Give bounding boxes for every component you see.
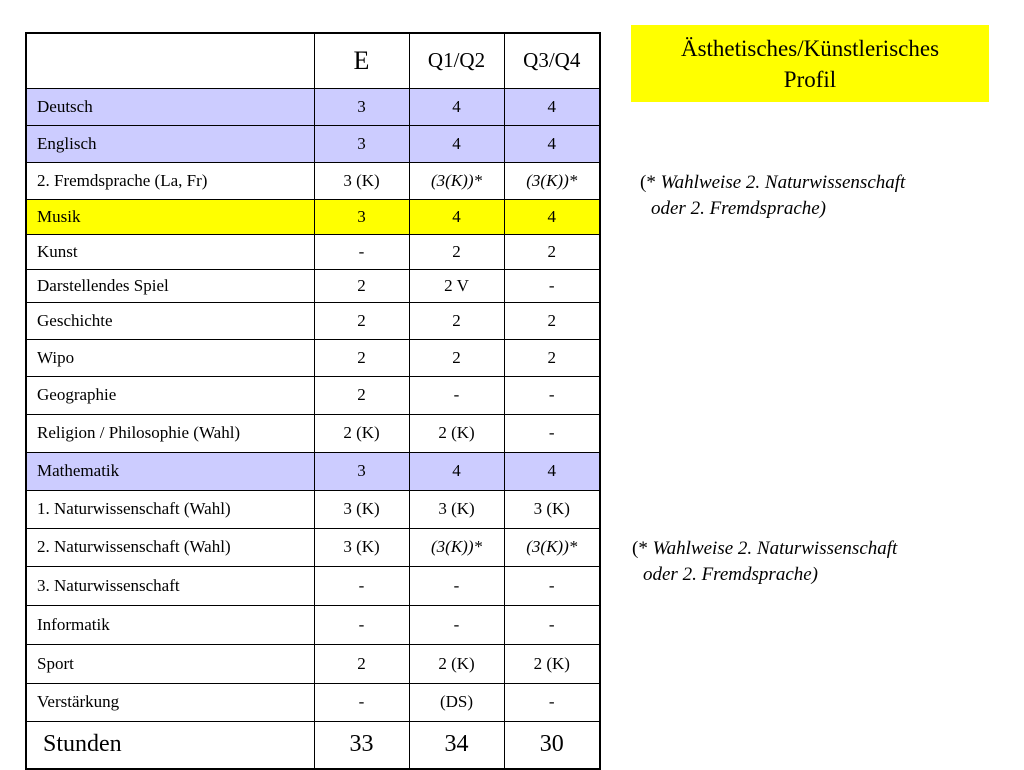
e-value-cell: 3 (K): [314, 490, 409, 528]
e-value-cell: 2: [314, 644, 409, 683]
subject-cell: Darstellendes Spiel: [26, 269, 314, 302]
subject-cell: Geschichte: [26, 302, 314, 339]
table-row: [26, 644, 600, 683]
e-value-cell: 3: [314, 452, 409, 490]
table-row: [26, 528, 600, 566]
footnote-lower: [632, 536, 897, 588]
q1q2-value-cell: 4: [409, 125, 504, 162]
subject-cell: Mathematik: [26, 452, 314, 490]
subject-cell: Sport: [26, 644, 314, 683]
q3q4-value-cell: (3(K))*: [504, 162, 600, 199]
subject-cell: Kunst: [26, 234, 314, 269]
q3q4-value-cell: -: [504, 683, 600, 721]
e-value-cell: 3: [314, 125, 409, 162]
table-row: [26, 683, 600, 721]
table-row: [26, 414, 600, 452]
table-row: [26, 605, 600, 644]
profile-title-line2: Profil: [783, 66, 837, 92]
profile-title-box: [631, 25, 989, 102]
q1q2-value-cell: (3(K))*: [409, 162, 504, 199]
subject-cell: 2. Fremdsprache (La, Fr): [26, 162, 314, 199]
q1q2-value-cell: (3(K))*: [409, 528, 504, 566]
e-value-cell: 3 (K): [314, 162, 409, 199]
q1q2-value-cell: 4: [409, 199, 504, 234]
subject-cell: Musik: [26, 199, 314, 234]
table-header-row: [26, 33, 600, 88]
total-q3q4-cell: 30: [504, 721, 600, 769]
subject-cell: Informatik: [26, 605, 314, 644]
q1q2-value-cell: 4: [409, 88, 504, 125]
q3q4-value-cell: 4: [504, 125, 600, 162]
q1q2-value-cell: -: [409, 566, 504, 605]
q3q4-value-cell: -: [504, 269, 600, 302]
footnote-open: (*: [640, 172, 656, 193]
table-row: [26, 566, 600, 605]
e-value-cell: -: [314, 566, 409, 605]
q1q2-value-cell: 2: [409, 339, 504, 376]
q3q4-value-cell: 2: [504, 302, 600, 339]
table-row: [26, 88, 600, 125]
table-row: [26, 269, 600, 302]
subject-cell: 2. Naturwissenschaft (Wahl): [26, 528, 314, 566]
header-q3q4-cell: Q3/Q4: [504, 33, 600, 88]
footnote-line2: oder 2. Fremdsprache): [651, 198, 827, 219]
q3q4-value-cell: 2: [504, 234, 600, 269]
header-subject-cell: [26, 33, 314, 88]
total-label-cell: Stunden: [26, 721, 314, 769]
footnote-line1: Wahlweise 2. Naturwissenschaft: [655, 172, 906, 193]
q1q2-value-cell: 3 (K): [409, 490, 504, 528]
header-e-cell: E: [314, 33, 409, 88]
q1q2-value-cell: -: [409, 605, 504, 644]
total-e-cell: 33: [314, 721, 409, 769]
profile-title-line1: Ästhetisches/Künstlerisches: [680, 35, 940, 61]
total-row: [26, 721, 600, 769]
e-value-cell: 2: [314, 339, 409, 376]
q3q4-value-cell: 3 (K): [504, 490, 600, 528]
q1q2-value-cell: 2: [409, 302, 504, 339]
subject-cell: 1. Naturwissenschaft (Wahl): [26, 490, 314, 528]
q3q4-value-cell: -: [504, 376, 600, 414]
footnote-upper: [640, 170, 905, 222]
e-value-cell: -: [314, 683, 409, 721]
subject-cell: Deutsch: [26, 88, 314, 125]
header-q1q2-cell: Q1/Q2: [409, 33, 504, 88]
subject-cell: Geographie: [26, 376, 314, 414]
table-row: [26, 234, 600, 269]
q3q4-value-cell: 4: [504, 88, 600, 125]
footnote-line2: oder 2. Fremdsprache): [643, 564, 819, 585]
e-value-cell: 2: [314, 302, 409, 339]
e-value-cell: 3: [314, 199, 409, 234]
subject-cell: Wipo: [26, 339, 314, 376]
e-value-cell: 3: [314, 88, 409, 125]
q3q4-value-cell: (3(K))*: [504, 528, 600, 566]
q1q2-value-cell: 4: [409, 452, 504, 490]
q3q4-value-cell: -: [504, 605, 600, 644]
footnote-open: (*: [632, 538, 648, 559]
table-row: [26, 199, 600, 234]
table-row: [26, 339, 600, 376]
q3q4-value-cell: 4: [504, 199, 600, 234]
q3q4-value-cell: -: [504, 566, 600, 605]
q1q2-value-cell: 2 (K): [409, 414, 504, 452]
e-value-cell: 2: [314, 269, 409, 302]
subject-cell: 3. Naturwissenschaft: [26, 566, 314, 605]
q1q2-value-cell: 2 (K): [409, 644, 504, 683]
q3q4-value-cell: 4: [504, 452, 600, 490]
subject-cell: Religion / Philosophie (Wahl): [26, 414, 314, 452]
total-q1q2-cell: 34: [409, 721, 504, 769]
q1q2-value-cell: (DS): [409, 683, 504, 721]
q3q4-value-cell: -: [504, 414, 600, 452]
e-value-cell: -: [314, 234, 409, 269]
e-value-cell: 3 (K): [314, 528, 409, 566]
subject-cell: Verstärkung: [26, 683, 314, 721]
e-value-cell: 2 (K): [314, 414, 409, 452]
e-value-cell: -: [314, 605, 409, 644]
table-row: [26, 162, 600, 199]
table-row: [26, 302, 600, 339]
subject-cell: Englisch: [26, 125, 314, 162]
q3q4-value-cell: 2 (K): [504, 644, 600, 683]
table-row: [26, 452, 600, 490]
table-row: [26, 376, 600, 414]
q1q2-value-cell: -: [409, 376, 504, 414]
e-value-cell: 2: [314, 376, 409, 414]
footnote-line1: Wahlweise 2. Naturwissenschaft: [647, 538, 898, 559]
subject-hours-table: [25, 32, 601, 770]
table-row: [26, 490, 600, 528]
q3q4-value-cell: 2: [504, 339, 600, 376]
q1q2-value-cell: 2: [409, 234, 504, 269]
q1q2-value-cell: 2 V: [409, 269, 504, 302]
table-row: [26, 125, 600, 162]
